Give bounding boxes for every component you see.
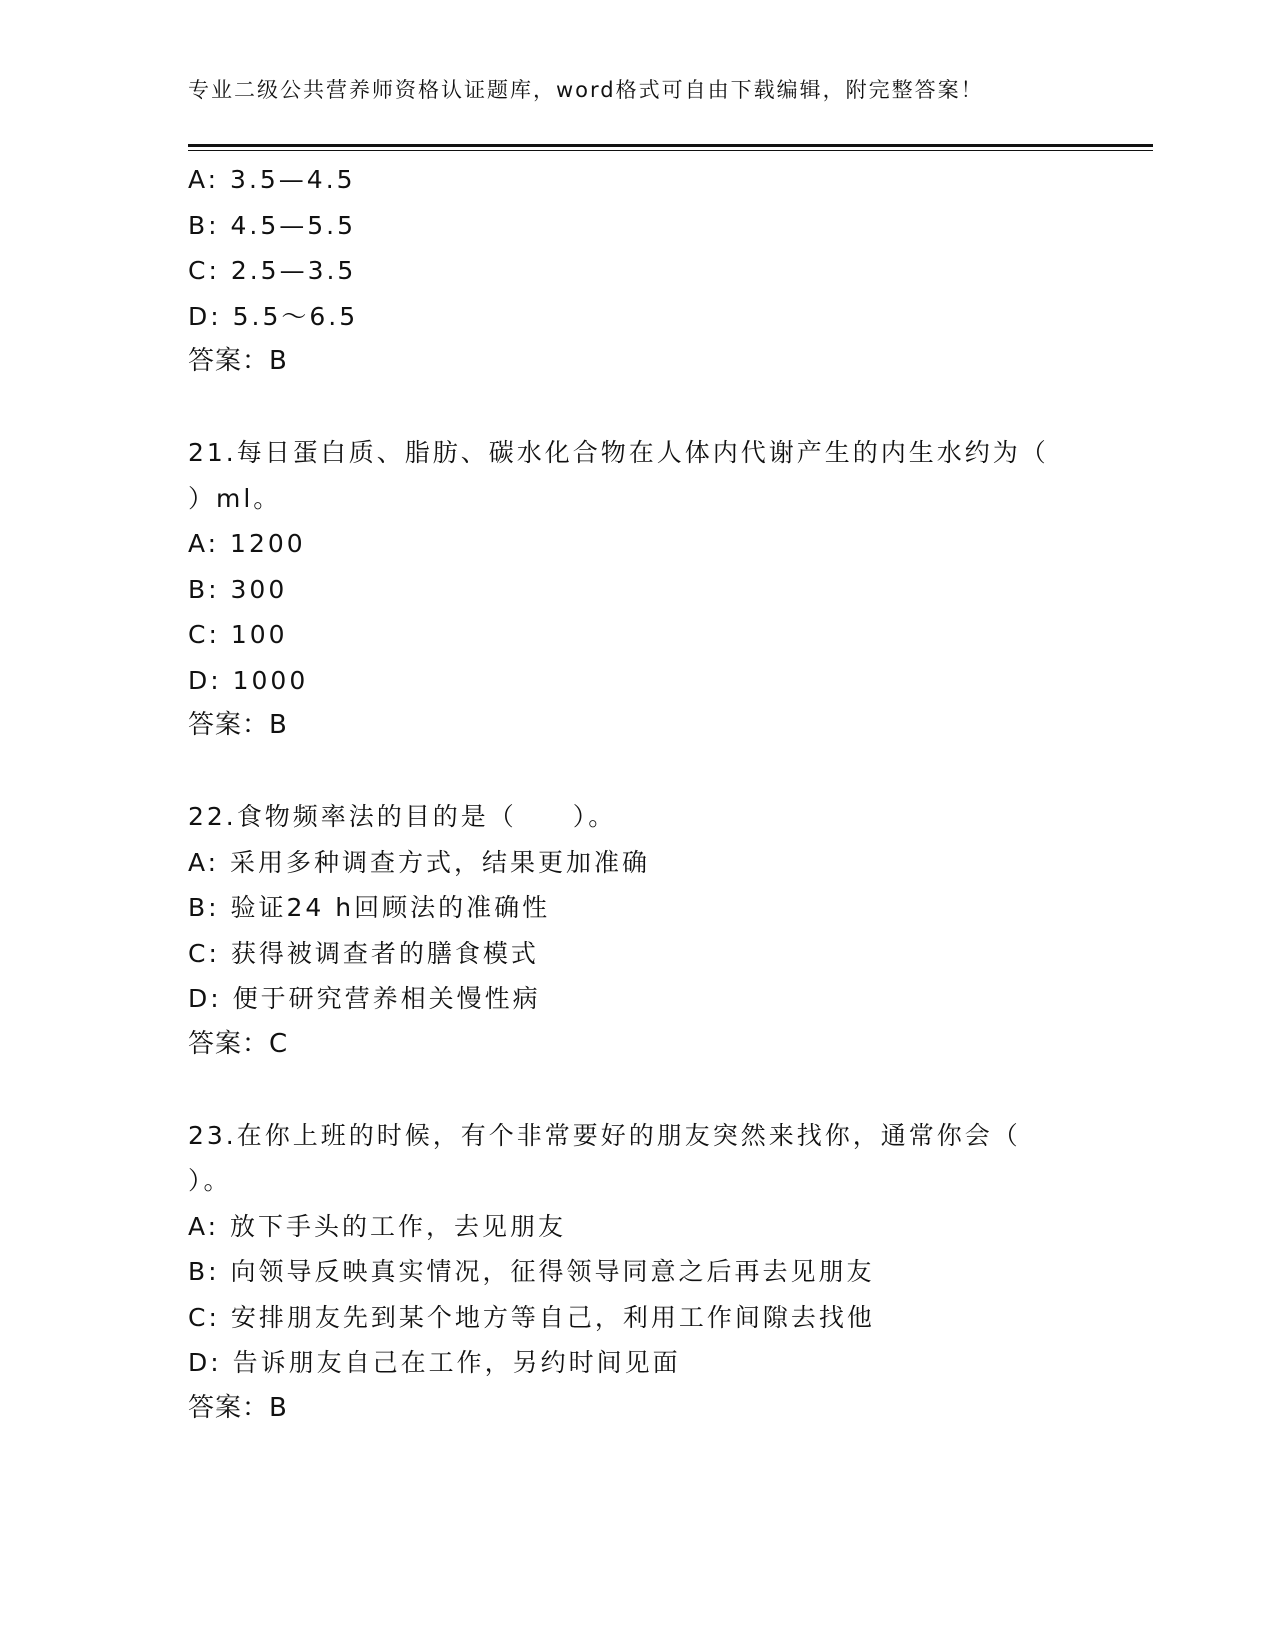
question-20 xyxy=(188,157,1088,385)
option-c: C: 100 xyxy=(188,620,288,649)
option-a: A: 放下手头的工作，去见朋友 xyxy=(188,1211,567,1241)
question-list xyxy=(188,157,1088,1431)
option-a: A: 1200 xyxy=(188,529,306,558)
spacer xyxy=(188,385,1088,431)
spacer xyxy=(188,749,1088,795)
option-d: D: 告诉朋友自己在工作，另约时间见面 xyxy=(188,1348,681,1377)
answer: 答案：B xyxy=(188,1392,288,1423)
question-stem: 22.食物频率法的目的是（ ）。 xyxy=(188,802,617,831)
option-c: C: 2.5—3.5 xyxy=(188,256,357,285)
question-stem-continued: ）ml。 xyxy=(188,483,282,513)
option-d: D: 5.5～6.5 xyxy=(188,301,359,331)
question-stem: 21.每日蛋白质、脂肪、碳水化合物在人体内代谢产生的内生水约为（ xyxy=(188,438,1049,467)
question-stem-continued: ）。 xyxy=(188,1166,232,1195)
option-a: A: 采用多种调查方式，结果更加准确 xyxy=(188,847,651,877)
header-rule-thin xyxy=(188,150,1153,151)
question-23 xyxy=(188,1113,1088,1432)
option-c: C: 获得被调查者的膳食模式 xyxy=(188,938,539,968)
option-b: B: 300 xyxy=(188,574,288,604)
option-b: B: 向领导反映真实情况，征得领导同意之后再去见朋友 xyxy=(188,1257,875,1286)
option-b: B: 4.5—5.5 xyxy=(188,210,357,240)
answer: 答案：C xyxy=(188,1028,289,1059)
question-22 xyxy=(188,794,1088,1067)
question-21 xyxy=(188,430,1088,749)
page-header: 专业二级公共营养师资格认证题库，word格式可自由下载编辑，附完整答案！ xyxy=(188,78,984,102)
answer: 答案：B xyxy=(188,346,288,376)
option-d: D: 1000 xyxy=(188,665,309,695)
option-a: A: 3.5—4.5 xyxy=(188,165,356,194)
answer: 答案：B xyxy=(188,710,288,740)
question-stem: 23.在你上班的时候，有个非常要好的朋友突然来找你，通常你会（ xyxy=(188,1120,1021,1150)
option-c: C: 安排朋友先到某个地方等自己，利用工作间隙去找他 xyxy=(188,1302,875,1332)
option-b: B: 验证24 h回顾法的准确性 xyxy=(188,893,551,922)
header-rule-thick xyxy=(188,144,1153,147)
option-d: D: 便于研究营养相关慢性病 xyxy=(188,984,541,1013)
spacer xyxy=(188,1067,1088,1113)
